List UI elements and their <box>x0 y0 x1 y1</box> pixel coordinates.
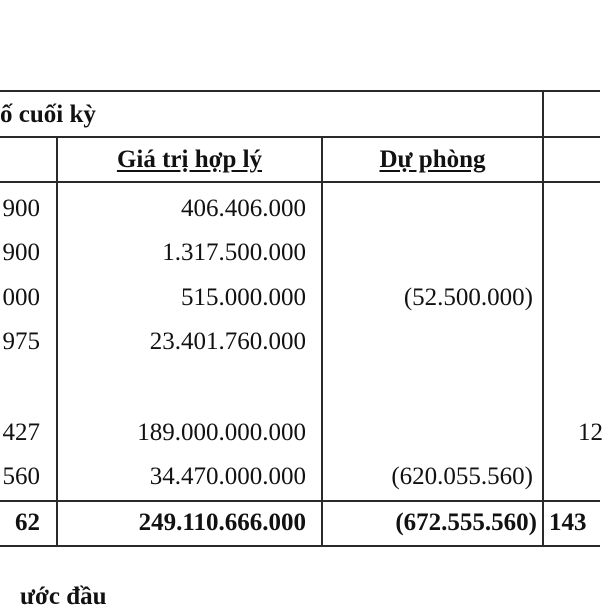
row-2-fair-value: 1.317.500.000 <box>162 239 306 266</box>
table-top-border <box>0 90 600 92</box>
column-header-provision: Dự phòng <box>379 146 486 173</box>
row-6-fair-value: 34.470.000.000 <box>149 463 306 490</box>
total-right: 143 <box>549 509 587 536</box>
column-divider-3 <box>542 90 544 547</box>
row-6-provision: (620.055.560) <box>391 463 533 490</box>
footer-text: ước đầu <box>20 583 107 610</box>
row-4-fair-value: 23.401.760.000 <box>149 328 306 355</box>
total-fair-value: 249.110.666.000 <box>138 509 306 536</box>
row-3-left: 000 <box>2 284 40 311</box>
total-bottom-border <box>0 545 600 547</box>
row-5-fair-value: 189.000.000.000 <box>137 419 306 446</box>
total-top-border <box>0 500 600 502</box>
row-3-provision: (52.500.000) <box>403 284 533 311</box>
row-4-left: 975 <box>2 328 40 355</box>
column-header-fair-value: Giá trị hợp lý <box>116 146 263 173</box>
row-1-fair-value: 406.406.000 <box>181 195 306 222</box>
total-left: 62 <box>15 509 40 536</box>
row-5-right: 12 <box>578 419 603 446</box>
header-divider <box>0 136 600 138</box>
row-3-fair-value: 515.000.000 <box>181 284 306 311</box>
total-provision: (672.555.560) <box>395 509 537 536</box>
row-2-left: 900 <box>2 239 40 266</box>
row-5-left: 427 <box>2 419 40 446</box>
row-1-left: 900 <box>2 195 40 222</box>
section-header: ố cuối kỳ <box>0 101 96 128</box>
row-6-left: 560 <box>2 463 40 490</box>
subheader-divider <box>0 181 600 183</box>
